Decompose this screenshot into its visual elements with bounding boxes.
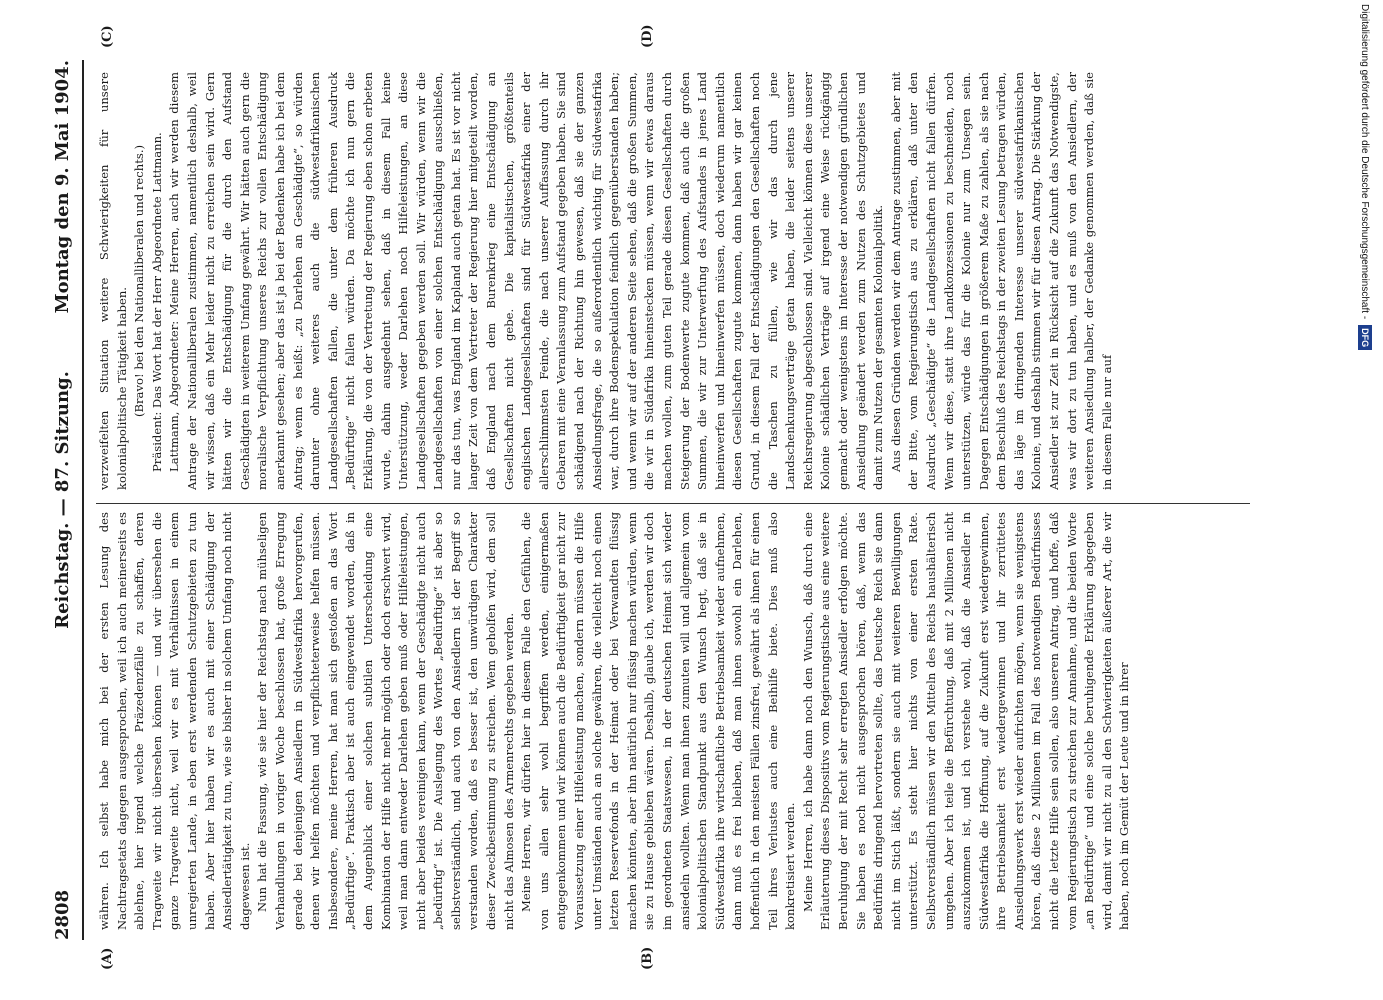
paragraph: verzweifelten Situation weitere Schwierigkeiten für unsere kolonialpolitische Tätigkeit haben. [97,72,129,490]
column-divider [96,503,1250,504]
margin-mark-d: (D) [640,24,655,48]
paragraph: Nun hat die Fassung, wie sie hier der Reichstag nach mühseligen Verhandlungen in voriger Woche beschlossen hat, große Erregung gerade bei denjenigen Ansiedlern in Südwestafrika hervorgerufen, denen wir helfen möchten und verpflichteterweise helfen müssen. Insbesondere, meine Herren, hat man sich gestoßen an das Wort „Bedürftige“. Praktisch aber ist auch eingewendet worden, daß in dem Augenblick einer solchen subtilen Unterscheidung eine Kombination der Hilfe nicht mehr möglich oder doch erschwert wird, weil man dann entweder Darlehen geben muß oder Hilfeleistungen, nicht aber beides vereinigen kann, wenn der Geschädigte nicht auch „bedürftig“ ist. Die Auslegung des Wortes „Bedürftige“ ist aber so selbstverständlich, und auch von den Ansiedlern ist der Begriff so verstanden worden, daß es besser ist, den unwürdigen Charakter dieser Zweckbestimmung zu streichen. Wem geholfen wird, dem soll nicht das Almosen des Armenrechts gegeben werden. [255,512,516,930]
credit-text: Digitalisierung gefördert durch die Deutsche Forschungsgemeinschaft - [1359,4,1370,320]
page-number: 2808 [52,889,73,940]
margin-mark-c: (C) [100,25,115,48]
paragraph: Meine Herren, wir dürfen hier in diesem Falle den Gefühlen, die von uns allen sehr wohl begriffen werden, einigermaßen entgegenkommen und wir können auch die Bedürftigkeit gar nicht zur Voraussetzung einer Hilfeleistung machen, sondern müssen die Hilfe unter Umständen auch an solche gewähren, die vielleicht noch einen letzten Reservefonds in der Heimat oder bei Verwandten flüssig machen könnten, aber ihn natürlich nur flüssig machen würden, wenn sie zu Hause geblieben wären. Deshalb, glaube ich, werden wir doch im geordneten Staatswesen, in der deutschen Heimat sich wieder ansiedeln wollten. Wenn man ihnen zumuten will und allgemein vom kolonialpolitischen Standpunkt aus den Wunsch hegt, daß sie in Südwestafrika ihre wirtschaftliche Betriebsamkeit wieder aufnehmen, dann muß es frei bleiben, daß man ihnen sowohl ein Darlehen, hoffentlich in den meisten Fällen zinsfrei, gewährt als ihnen für einen Teil ihres Verlustes auch eine Beihilfe biete. Dies muß also konkretisiert werden. [519,512,798,930]
right-column [96,72,1250,490]
paragraph: Präsident: Das Wort hat der Herr Abgeordnete Lattmann. [149,132,164,472]
paragraph: währen. Ich selbst habe mich bei der ersten Lesung des Nachtragsetats dagegen ausgesprochen, weil ich auch meinerseits es ablehne, hier irgend welche Präzedenzfälle zu schaffen, deren Tragweite wir nicht übersehen können — und wir übersehen die ganze Tragweite nicht, weil wir es mit Verhältnissen in einem unregierten Lande, in eben erst werdenden Schutzgebieten zu tun haben. Aber hier haben wir es auch mit einer Schädigung der Ansiedlertätigkeit zu tun, wie sie bisher in solchem Umfang noch nicht dagewesen ist. [97,512,252,930]
margin-mark-a: (A) [100,947,115,970]
digitization-credit [1353,4,1379,996]
paragraph: Lattmann, Abgeordneter: Meine Herren, auch wir werden diesem Antrage der Nationalliberalen zustimmen, namentlich deshalb, weil wir wissen, daß ein Mehr leider nicht zu erreichen sein wird. Gern hätten wir die Entschädigung für die durch den Aufstand Geschädigten in weiterem Umfang gewährt. Wir hätten auch gern die moralische Verpflichtung unseres Reichs zur vollen Entschädigung anerkannt gesehen; aber das ist ja bei der Bedenken habe ich bei dem Antrag; wenn es heißt: „zu Darlehen an Geschädigte“, so würden darunter ohne weiteres auch die südwestafrikanischen Landgesellschaften fallen, die unter dem früheren Ausdruck „Bedürftige“ nicht fallen würden. Da möchte ich nun gern die Erklärung, die von der Vertretung der Regierung eben schon erbeten wurde, dahin ausgedehnt sehen, daß in diesem Fall keine Unterstützung, weder Darlehen noch Hilfeleistungen, an diese Landgesellschaften gegeben werden soll. Wir würden, wenn wir die Landgesellschaften von einer solchen Entschädigung ausschließen, nur das tun, was England im Kapland auch getan hat. Es ist vor nicht langer Zeit von dem Vertreter der Regierung hier mitgeteilt worden, daß England nach dem Burenkrieg eine Entschädigung an Gesellschaften nicht gebe. Die kapitalistischen, größtenteils englischen Landgesellschaften sind für Südwestafrika einer der allerschlimmsten Feinde, die nach unserer Auffassung durch ihr Gebaren mit eine Veranlassung zum Aufstand gegeben haben. Sie sind schädigend nach der Richtung hin gewesen, daß sie der ganzen Ansiedlungsfrage, die so außerordentlich wichtig für Südwestafrika war, durch ihre Bodenspekulation feindlich gegenüberstanden haben; und wenn wir auf der anderen Seite sehen, daß die großen Summen, die wir in Südafrika hineinstecken müssen, wenn wir etwas daraus machen wollen, zum guten Teil gerade diesen Gesellschaften durch Steigerung der Bodenwerte zugute kommen, daß auch die großen Summen, die wir zur Unterwerfung des Aufstandes in jenes Land hineinwerfen und hineinwerfen müssen, doch wiederum namentlich diesen Gesellschaften zugute kommen, dann haben wir gar keinen Grund, in diesem Fall der Entschädigungen den Gesellschaften noch die Taschen zu füllen, wie wir das durch jene Landschenkungsverträge getan haben, die leider seitens unserer Reichsregierung abgeschlossen sind. Vielleicht können diese unserer Kolonie schädlichen Verträge auf irgend eine Weise rückgängig gemacht oder wenigstens im Interesse der notwendigen gründlichen Ansiedlung geändert werden zum Nutzen des Schutzgebietes und damit zum Nutzen der gesamten Kolonialpolitik. [167,72,886,490]
paragraph: Aus diesen Gründen werden wir dem Antrage zustimmen, aber mit der Bitte, vom Regierungstisch aus zu erklären, daß unter den Ausdruck „Geschädigte“ die Landgesellschaften nicht fallen dürfen. Wenn wir diese, statt ihre Landkonzessionen zu beschneiden, noch unterstützen, würde das für die Kolonie nur zum Unsegen sein. Dagegen Entschädigungen in größerem Maße zu zahlen, als sie nach dem Beschluß des Reichstags in der zweiten Lesung betragen würden, das läge im dringenden Interesse unserer südwestafrikanischen Kolonie, und deshalb stimmen wir für diesen Antrag. Die Stärkung der Ansiedler ist zur Zeit in Rücksicht auf die Zukunft das Notwendigste, was wir dort zu tun haben, und es muß von den Ansiedlern, der weiteren Ansiedlung halber, der Gedanke genommen werden, daß sie in diesem Falle nur auf [888,72,1114,490]
margin-mark-b: (B) [640,946,655,970]
left-column [96,512,1250,930]
page-header [44,60,76,940]
paragraph: Meine Herren, ich habe dann noch den Wunsch, daß durch eine Erläuterung dieses Dispositivs vom Regierungstische aus eine weitere Beruhigung der mit Recht sehr erregten Ansiedler erfolgen möchte. Sie haben es noch nicht ausgesprochen hören, daß, wenn das Bedürfnis dringend hervortreten sollte, das Deutsche Reich sie dann nicht im Stich läßt, sondern sie auch mit weiteren Bewilligungen unterstützt. Es steht hier nichts von einer ersten Rate. Selbstverständlich müssen wir den Mitteln des Reichs haushälterisch umgehen. Aber ich teile die Befürchtung, daß mit 2 Millionen nicht auszukommen ist, und ich verstehe wohl, daß die Ansiedler in Südwestafrika die Hoffnung, auf die Zukunft erst wiedergewinnen, ihre Betriebsamkeit erst wiedergewinnen und ihr zerrüttetes Ansiedlungswerk erst wieder aufrichten mögen, wenn sie wenigstens hören, daß diese 2 Millionen im Fall des notwendigen Bedürfnisses nicht die letzte Hilfe sein sollen, also unseren Antrag, und hoffe, daß vom Regierungstisch zu streichen zur Annahme, und die beiden Worte „an Bedürftige“ und eine solche beruhigende Erklärung abgegeben wird, damit wir nicht zu all den Schwierigkeiten äußerer Art, die wir haben, noch im Gemüt der Leute und in ihrer [800,512,1132,930]
session-title: Reichstag. — 87. Sitzung. [52,371,73,629]
dfg-logo: DFG [1358,325,1372,350]
header-rule [82,60,84,940]
session-date: Montag den 9. Mai 1904. [52,60,73,314]
applause-note: (Bravo! bei den Nationalliberalen und rechts.) [132,144,147,418]
